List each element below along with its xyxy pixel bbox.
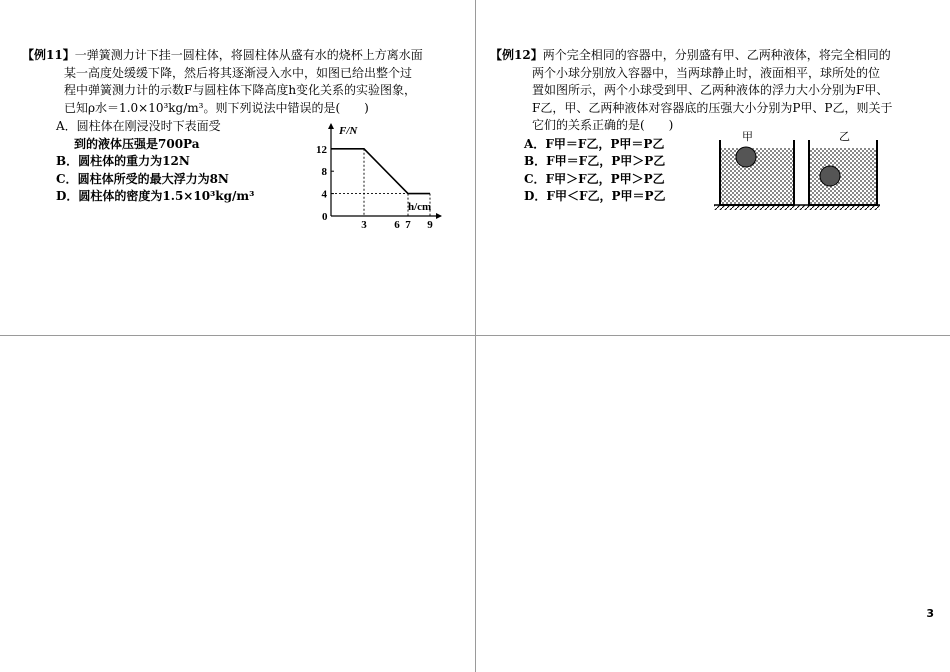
container-jia bbox=[720, 130, 794, 205]
vertical-divider bbox=[475, 0, 476, 672]
ball-yi bbox=[820, 166, 840, 186]
container-yi bbox=[809, 130, 877, 205]
x-tick-3: 3 bbox=[361, 219, 367, 231]
y-axis-label: F/N bbox=[339, 125, 358, 137]
example-12-line-4: F乙，甲、乙两种液体对容器底的压强大小分别为P甲、P乙，则关于 bbox=[532, 100, 893, 115]
y-tick-12: 12 bbox=[316, 143, 327, 156]
option-b: B．F甲＝F乙，P甲＞P乙 bbox=[524, 154, 666, 168]
example-11-line-4: 已知ρ水＝1.0×10³kg/m³。则下列说法中错误的是( ) bbox=[64, 100, 369, 115]
label-jia: 甲 bbox=[742, 131, 753, 143]
option-a-cont: 到的液体压强是700Pa bbox=[74, 136, 200, 151]
x-tick-6: 6 bbox=[394, 219, 400, 231]
example-11-line-1: 一弹簧测力计下挂一圆柱体，将圆柱体从盛有水的烧杯上方离水面 bbox=[74, 48, 423, 62]
page-number: 3 bbox=[926, 607, 934, 620]
option-d: D．F甲＜F乙，P甲＝P乙 bbox=[524, 189, 666, 203]
x-tick-9: 9 bbox=[427, 219, 433, 231]
example-12-line-5: 它们的关系正确的是( ) bbox=[532, 118, 674, 132]
example-12-line-2: 两个小球分别放入容器中，当两球静止时，液面相平，球所处的位 bbox=[532, 65, 881, 80]
option-c: C．F甲＞F乙，P甲＞P乙 bbox=[524, 171, 665, 186]
example-11-tag: 【例11】 bbox=[22, 48, 75, 62]
example-12-stem bbox=[490, 47, 940, 135]
example-12-tag: 【例12】 bbox=[490, 48, 543, 62]
option-d: D．圆柱体的密度为1.5×10³kg/m³ bbox=[56, 189, 255, 203]
option-a: A．圆柱体在刚浸没时下表面受 bbox=[56, 119, 221, 133]
option-a: A．F甲＝F乙，P甲＝P乙 bbox=[524, 136, 665, 151]
horizontal-divider bbox=[0, 335, 950, 336]
y-tick-8: 8 bbox=[321, 166, 327, 179]
option-c: C．圆柱体所受的最大浮力为8N bbox=[56, 171, 229, 186]
ball-jia bbox=[736, 147, 756, 167]
x-axis-label: h/cm bbox=[408, 201, 432, 213]
containers-diagram bbox=[712, 128, 882, 214]
option-b: B．圆柱体的重力为12N bbox=[56, 154, 190, 168]
force-height-graph bbox=[305, 120, 455, 235]
force-curve bbox=[331, 149, 430, 194]
example-12-line-3: 置如图所示，两个小球受到甲、乙两种液体的浮力大小分别为F甲、 bbox=[532, 83, 889, 97]
origin-label: 0 bbox=[322, 211, 328, 223]
example-11-line-3: 程中弹簧测力计的示数F与圆柱体下降高度h变化关系的实验图象， bbox=[64, 83, 417, 97]
example-11-line-2: 某一高度处缓缓下降，然后将其逐渐浸入水中，如图已给出整个过 bbox=[64, 65, 413, 80]
label-yi: 乙 bbox=[839, 131, 850, 143]
example-12-line-1: 两个完全相同的容器中，分别盛有甲、乙两种液体，将完全相同的 bbox=[542, 48, 891, 62]
x-axis-arrow bbox=[436, 213, 442, 219]
y-tick-4: 4 bbox=[321, 188, 327, 201]
x-tick-7: 7 bbox=[405, 219, 411, 231]
y-axis-arrow bbox=[328, 123, 334, 129]
example-11-stem bbox=[22, 47, 462, 117]
